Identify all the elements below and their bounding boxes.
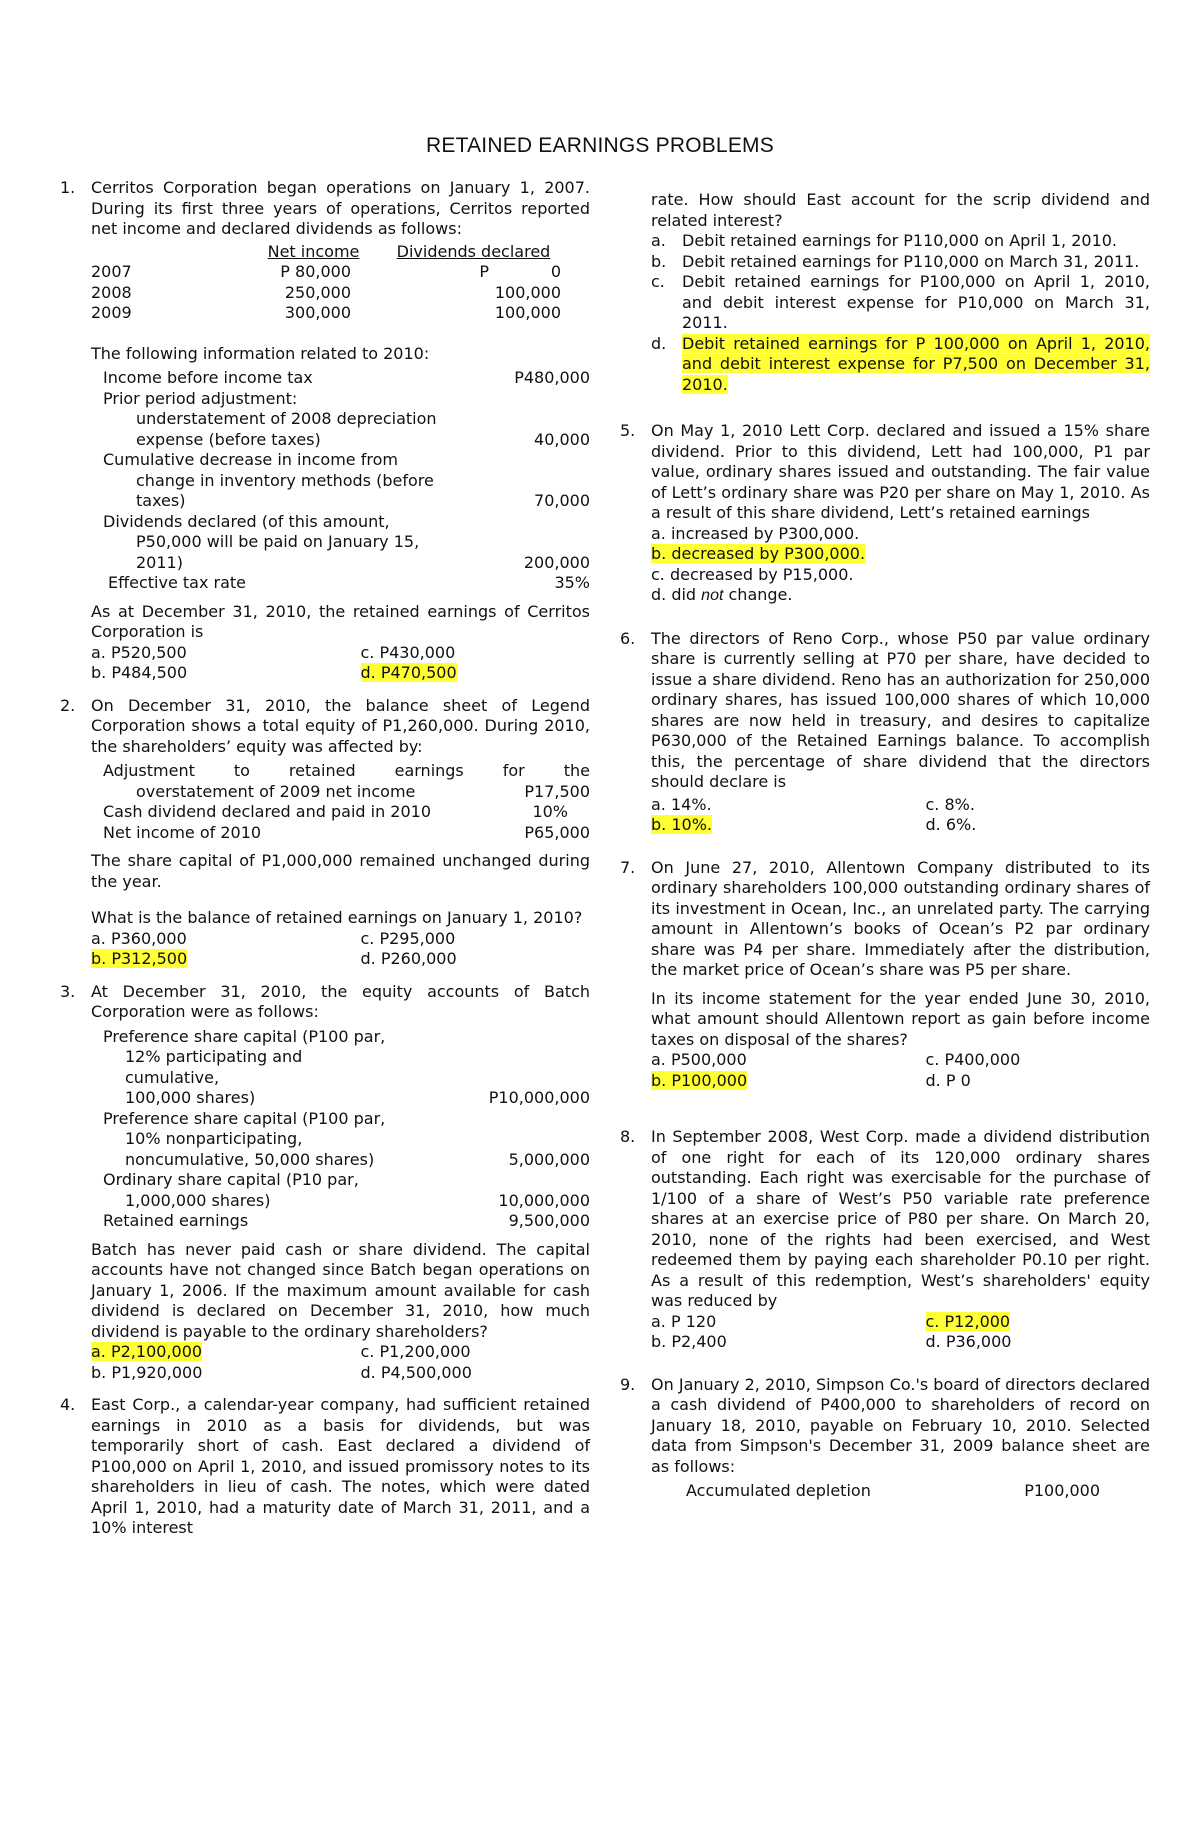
answer-options: [91, 643, 590, 684]
question-text: On May 1, 2010 Lett Corp. declared and issued a 15% share dividend. Prior to this dividend, Lett had 100,000, P1 par value, ordinary shares issued and outstanding. The fair value of Lett’s ordinary share was P20 per share on May 1, 2010. As a result of this share dividend, Lett’s retained earnings: [651, 421, 1150, 522]
question-text: In September 2008, West Corp. made a dividend distribution of one right for each of its 120,000 ordinary shares outstanding. Each right was exercisable for the purchase of 1/100 of a share of West’s P50 variable rate preference shares at an exercise price of P80 per share. On March 20, 2010, none of the rights had been exercised, and West redeemed them by paying each shareholder P0.10 per right. As a result of this redemption, West’s shareholders' equity was reduced by: [651, 1127, 1150, 1310]
option-d[interactable]: d. 6%.: [925, 815, 977, 834]
option-c-correct[interactable]: c. P12,000: [925, 1311, 1011, 1331]
left-column: [60, 178, 590, 1547]
answer-options: [651, 524, 1150, 607]
option-d-correct[interactable]: d. Debit retained earnings for P 100,000 on April 1, 2010, and debit interest expense for P7,500 on December 31, 2010.: [651, 333, 1150, 394]
table-row: 2009 300,000 100,000: [91, 303, 561, 322]
question-text: On January 2, 2010, Simpson Co.'s board of directors declared a cash dividend of P400,000 to shareholders of record on January 18, 2010, payable on February 10, 2010. Selected data from Simpson's December 31, 2009 balance sheet are as follows:: [651, 1374, 1150, 1476]
answer-options: [651, 795, 1150, 836]
option-c[interactable]: c. 8%.: [925, 794, 975, 814]
option-c[interactable]: c. decreased by P15,000.: [651, 564, 854, 584]
question-number: 7.: [620, 857, 636, 877]
option-b-correct[interactable]: b. 10%.: [651, 815, 712, 834]
answer-options: [651, 231, 1150, 395]
question-8: [620, 1127, 1150, 1353]
option-b-correct[interactable]: b. P100,000: [651, 1070, 748, 1090]
question-prompt: In its income statement for the year ended June 30, 2010, what amount should Allentown report as gain before income taxes on disposal of the shares?: [651, 988, 1150, 1049]
question-number: 3.: [60, 981, 76, 1001]
table-row: 2008 250,000 100,000: [91, 282, 561, 302]
option-a[interactable]: a. P520,500: [91, 642, 187, 662]
answer-options: [91, 1342, 590, 1383]
question-prompt: Batch has never paid cash or share dividend. The capital accounts have not changed since Batch began operations on January 1, 2006. If the maximum amount available for cash dividend is declared on December 31, 2010, how much dividend is payable to the ordinary shareholders?: [91, 1239, 590, 1341]
question-text: Cerritos Corporation began operations on January 1, 2007. During its first three years of operations, Cerritos reported net income and declared dividends as follows:: [91, 178, 590, 238]
question-6: [620, 629, 1150, 836]
question-number: 4.: [60, 1395, 76, 1414]
question-number: 5.: [620, 421, 636, 440]
question-text: On June 27, 2010, Allentown Company distributed to its ordinary shareholders 100,000 outstanding ordinary shares of its investment in Ocean, Inc., an unrelated party. The carrying amount in Allentown’s books of Ocean’s P2 par ordinary share was P4 per share. Immediately after the distribution, the market price of Ocean’s share was P5 per share.: [651, 857, 1150, 979]
question-number: 9.: [620, 1374, 636, 1394]
question-5: [620, 421, 1150, 607]
option-c[interactable]: c. Debit retained earnings for P100,000 on April 1, 2010, and debit interest expense for P10,000 on March 31, 2011.: [651, 272, 1150, 332]
question-7: [620, 858, 1150, 1092]
option-c[interactable]: c. P295,000: [360, 928, 456, 948]
question-4: [60, 1395, 590, 1539]
option-b[interactable]: b. P484,500: [91, 663, 188, 682]
answer-options: [651, 1050, 1150, 1091]
col-header-dividends: Dividends declared: [396, 241, 551, 261]
question-text-continued: rate. How should East account for the scrip dividend and related interest?: [651, 190, 1150, 230]
question-prompt: As at December 31, 2010, the retained earnings of Cerritos Corporation is: [91, 601, 590, 641]
col-header-net-income: Net income: [267, 241, 360, 261]
option-d[interactable]: d. P260,000: [360, 949, 457, 968]
option-a[interactable]: a. P 120: [651, 1311, 717, 1331]
option-d[interactable]: d. P4,500,000: [360, 1362, 472, 1382]
question-text: At December 31, 2010, the equity accounts of Batch Corporation were as follows:: [91, 981, 590, 1021]
table-row: 2007 P 80,000 P 0: [91, 262, 561, 281]
question-4-continued: [620, 190, 1150, 395]
question-number: 6.: [620, 628, 636, 648]
option-b[interactable]: b. Debit retained earnings for P110,000 on March 31, 2011.: [651, 251, 1140, 271]
option-a[interactable]: a. 14%.: [651, 794, 712, 814]
option-b-correct[interactable]: b. decreased by P300,000.: [651, 544, 866, 563]
question-3: [60, 982, 590, 1384]
option-d[interactable]: d. P 0: [925, 1070, 971, 1090]
option-b[interactable]: b. P1,920,000: [91, 1362, 203, 1382]
balance-sheet-row: Accumulated depletion P100,000: [686, 1481, 1100, 1500]
option-b-correct[interactable]: b. P312,500: [91, 949, 188, 968]
option-c[interactable]: c. P400,000: [925, 1050, 1021, 1069]
option-c[interactable]: c. P430,000: [360, 642, 456, 662]
right-column: [620, 190, 1150, 1502]
option-d[interactable]: d. did not change.: [651, 585, 793, 604]
question-9: [620, 1375, 1150, 1502]
option-c[interactable]: c. P1,200,000: [360, 1342, 471, 1361]
info-heading: The following information related to 2010:: [91, 343, 430, 363]
option-b[interactable]: b. P2,400: [651, 1332, 727, 1351]
option-a[interactable]: a. P360,000: [91, 928, 187, 948]
info-table: Income before income tax P480,000 Prior period adjustment: understatement of 2008 depreciation expense (before taxes) 40,000 Cumulative decrease in income from change in inventory methods (before taxes) 70,000 Dividends declared (of this amount, P50,000 will be paid on January 15, 2011) 200,000 Effective tax rate 35%: [103, 368, 590, 592]
equity-table: Preference share capital (P100 par, 12% participating and cumulative, 100,000 shares) P10,000,000 Preference share capital (P100 par, 10% nonparticipating, noncumulative, 50,000 shares) 5,000,000 Ordinary share capital (P10 par, 1,000,000 shares) 10,000,000 Retained earnings 9,500,000: [103, 1026, 590, 1230]
option-a[interactable]: a. P500,000: [651, 1050, 747, 1069]
option-a[interactable]: a. increased by P300,000.: [651, 523, 860, 543]
question-number: 2.: [60, 695, 76, 715]
question-number: 1.: [60, 178, 76, 197]
question-text: The directors of Reno Corp., whose P50 par value ordinary share is currently selling at P70 per share, have decided to issue a share dividend. Reno has an authorization for 250,000 ordinary shares, has issued 100,000 shares of which 10,000 shares are now held in treasury, and desires to capitalize P630,000 of the Retained Earnings balance. To accomplish this, the percentage of share dividend that the directors should declare is: [651, 628, 1150, 791]
page-title: RETAINED EARNINGS PROBLEMS: [426, 134, 774, 157]
question-text: East Corp., a calendar-year company, had sufficient retained earnings in 2010 as a basis for dividends, but was temporarily short of cash. East declared a dividend of P100,000 on April 1, 2010, and issued promissory notes to its shareholders in lieu of cash. The notes, which were dated April 1, 2010, had a maturity date of March 31, 2011, and a 10% interest: [91, 1395, 590, 1537]
option-a-correct[interactable]: a. P2,100,000: [91, 1342, 203, 1361]
question-text: On December 31, 2010, the balance sheet of Legend Corporation shows a total equity of P1,260,000. During 2010, the shareholders’ equity was affected by:: [91, 695, 590, 756]
adjustments-table: Adjustment to retained earnings for the overstatement of 2009 net income P17,500 Cash dividend declared and paid in 2010 10% Net income of 2010 P65,000: [103, 761, 590, 842]
option-a[interactable]: a. Debit retained earnings for P110,000 on April 1, 2010.: [651, 231, 1118, 250]
answer-options: [91, 929, 590, 970]
answer-options: [651, 1312, 1150, 1353]
income-dividends-table: [91, 242, 561, 324]
question-2: 2. On December 31, 2010, the balance sheet of Legend Corporation shows a total equity of P1,260,000. During 2010, the shareholders’ equity was affected by: Adjustment to retained earnings for the overstatement of 2009 net income P17,500 Cash dividend declared and paid in 2010 10% Net income of 2010 P65,000 The share capital of P1,000,000 remained unchanged during the year. What is the balance of retained earnings on January 1, 2010? a. P360,000 c. P295,000 b. P312,500 d. P260,000: [60, 695, 590, 968]
question-number: 8.: [620, 1127, 636, 1146]
option-d[interactable]: d. P36,000: [925, 1332, 1012, 1351]
option-d-correct[interactable]: d. P470,500: [360, 663, 457, 682]
question-1: [60, 178, 590, 684]
question-prompt: What is the balance of retained earnings on January 1, 2010?: [91, 908, 583, 927]
